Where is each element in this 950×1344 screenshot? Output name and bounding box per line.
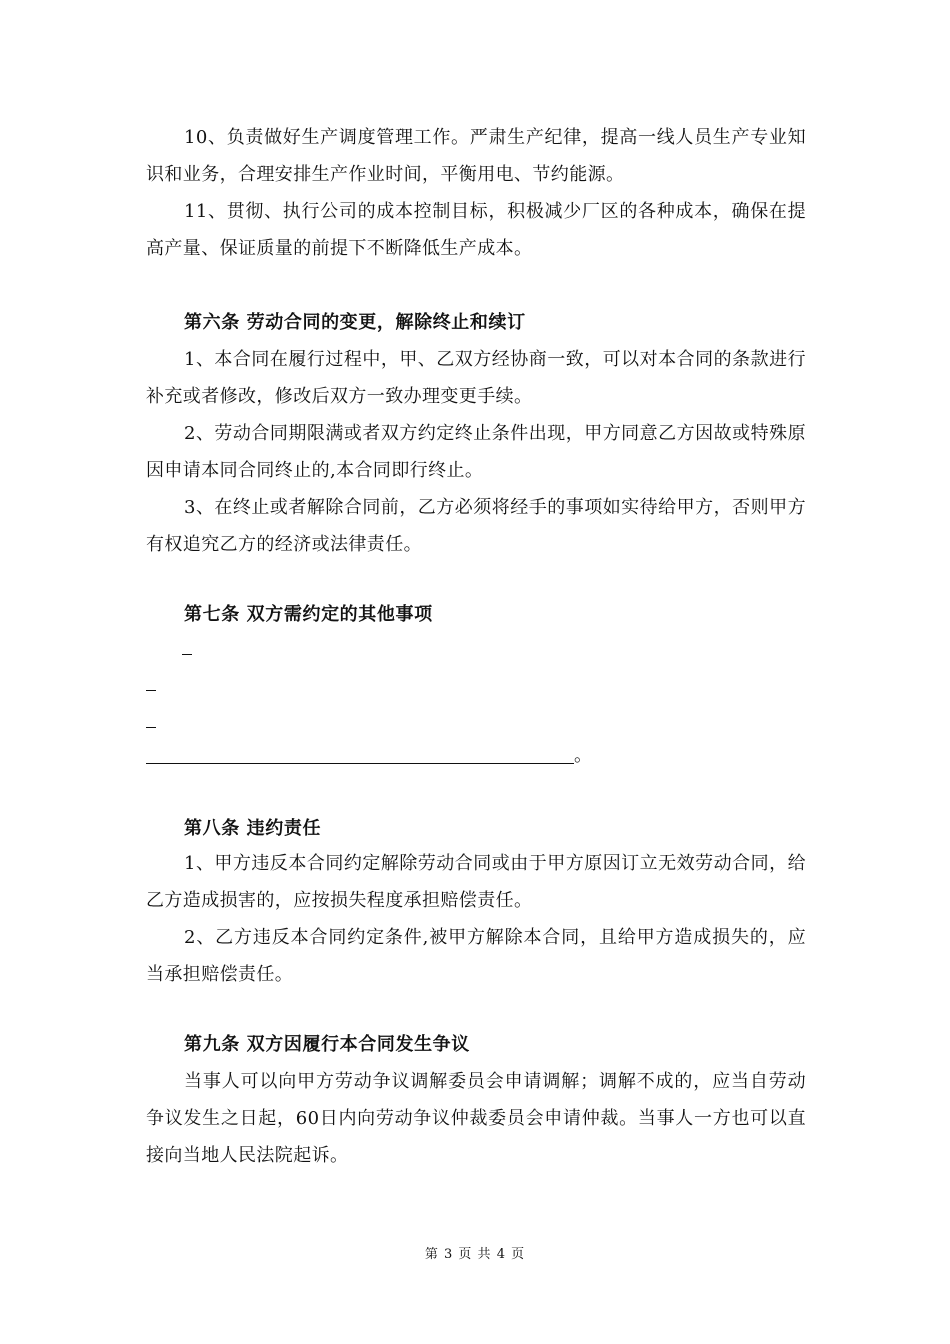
fill-in-line-1 <box>182 654 192 655</box>
article-9-paragraph: 当事人可以向甲方劳动争议调解委员会申请调解；调解不成的，应当自劳动争议发生之日起，60日内向劳动争议仲裁委员会申请仲裁。当事人一方也可以直接向当地人民法院起诉。 <box>146 1071 806 1166</box>
article-9-heading: 第九条 双方因履行本合同发生争议 <box>184 1034 470 1055</box>
fill-in-line-end-mark: 。 <box>574 745 592 766</box>
article-6-item-2: 2、劳动合同期限满或者双方约定终止条件出现，甲方同意乙方因故或特殊原因申请本同合同终止的,本合同即行终止。 <box>146 423 806 481</box>
article-8-heading: 第八条 违约责任 <box>184 818 322 839</box>
article-6-item-3: 3、在终止或者解除合同前，乙方必须将经手的事项如实待给甲方，否则甲方有权追究乙方的经济或法律责任。 <box>146 497 806 555</box>
article-8-item-1: 1、甲方违反本合同约定解除劳动合同或由于甲方原因订立无效劳动合同，给乙方造成损害的，应按损失程度承担赔偿责任。 <box>146 853 806 911</box>
article-6-heading: 第六条 劳动合同的变更，解除终止和续订 <box>184 312 526 333</box>
fill-in-line-4 <box>146 763 574 764</box>
fill-in-line-2 <box>146 690 156 691</box>
clause-11-paragraph: 11、贯彻、执行公司的成本控制目标，积极减少厂区的各种成本，确保在提高产量、保证质量的前提下不断降低生产成本。 <box>146 201 806 259</box>
article-7-heading: 第七条 双方需约定的其他事项 <box>184 604 433 625</box>
fill-in-line-3 <box>146 727 156 728</box>
clause-10-paragraph: 10、负责做好生产调度管理工作。严肃生产纪律，提高一线人员生产专业知识和业务，合理安排生产作业时间，平衡用电、节约能源。 <box>146 127 806 185</box>
article-8-item-2: 2、乙方违反本合同约定条件,被甲方解除本合同，且给甲方造成损失的，应当承担赔偿责任。 <box>146 927 806 985</box>
article-6-item-1: 1、本合同在履行过程中，甲、乙双方经协商一致，可以对本合同的条款进行补充或者修改，修改后双方一致办理变更手续。 <box>146 349 806 407</box>
page-number-footer: 第 3 页 共 4 页 <box>424 1247 526 1262</box>
